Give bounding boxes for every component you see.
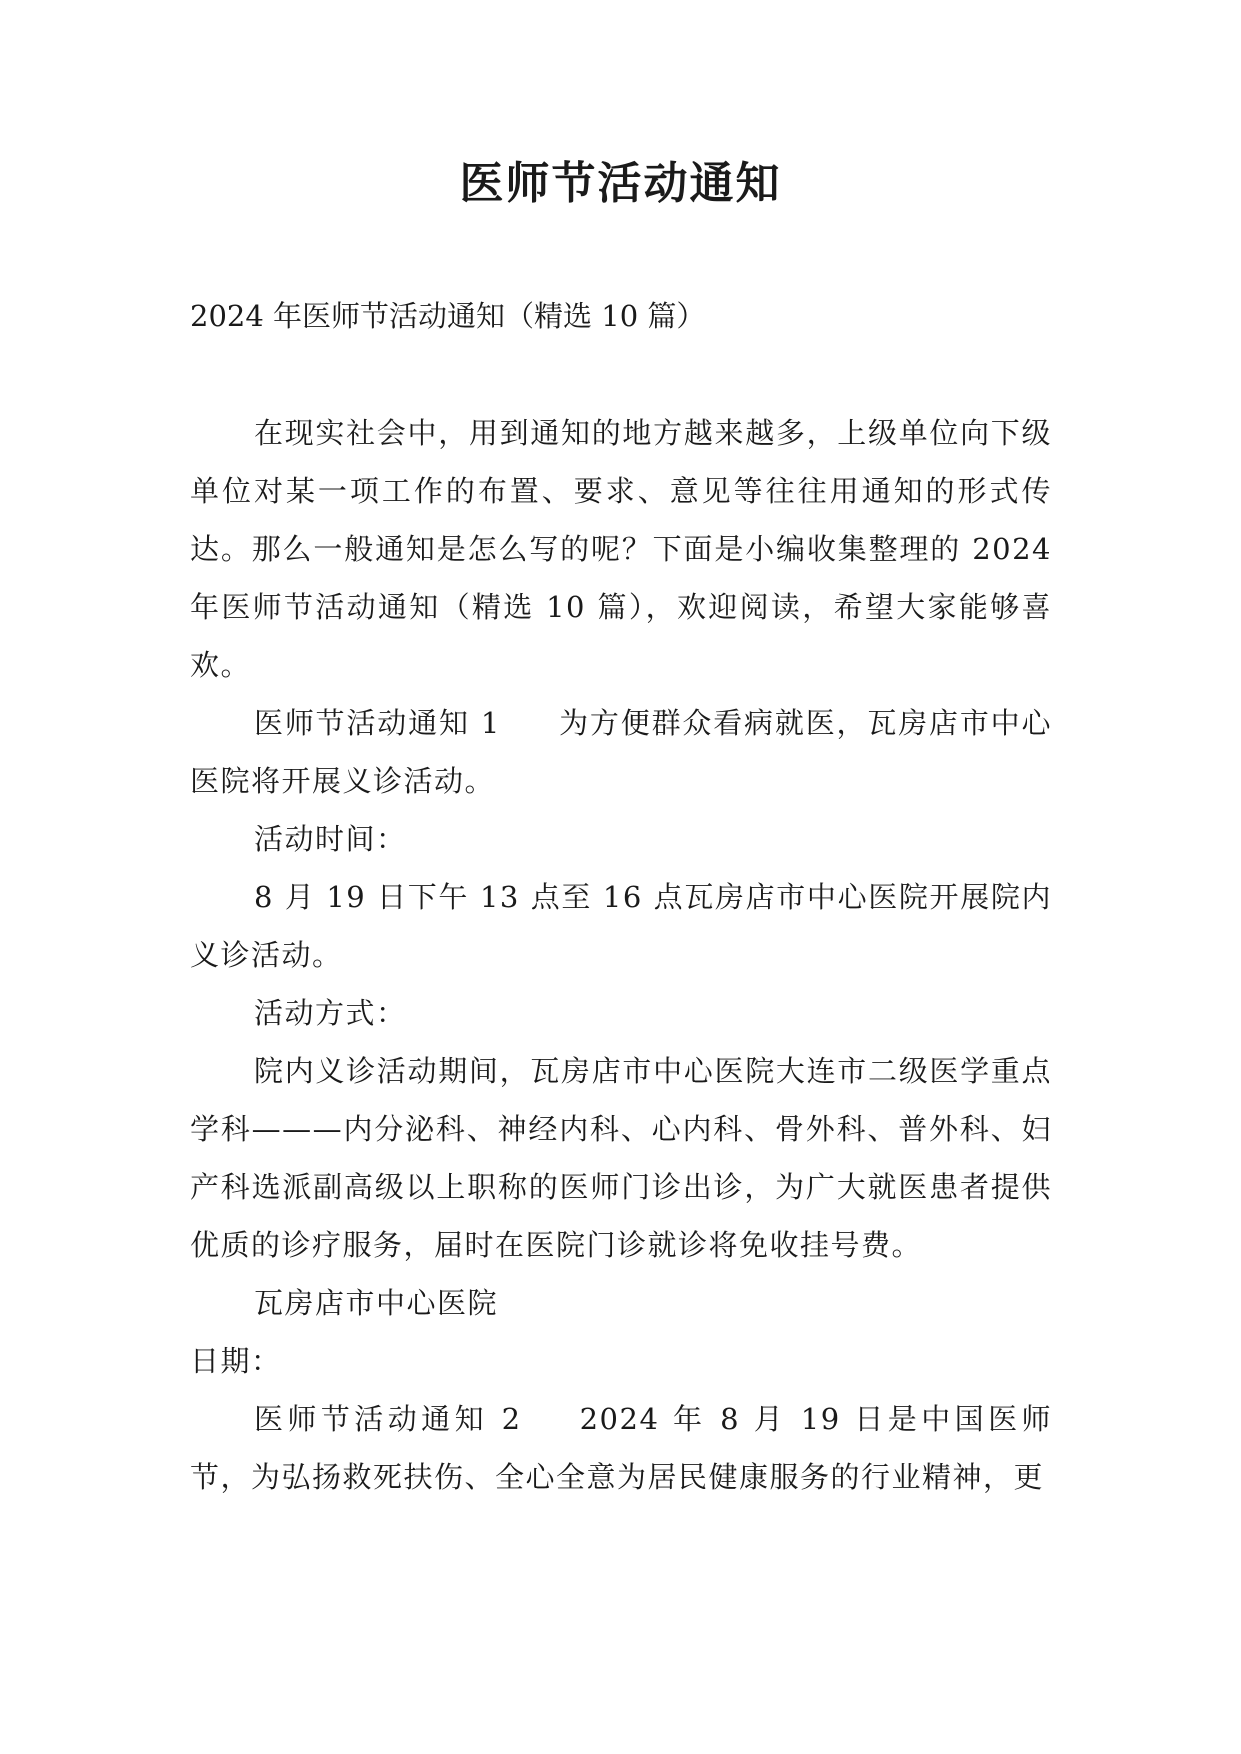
notice-1-time-label: 活动时间： bbox=[254, 822, 407, 856]
document-body bbox=[190, 404, 1052, 1506]
notice-1-method-text: 院内义诊活动期间，瓦房店市中心医院大连市二级医学重点学科———内分泌科、神经内科、心内科、骨外科、普外科、妇产科选派副高级以上职称的医师门诊出诊，为广大就医患者提供优质的诊疗服务，届时在医院门诊就诊将免收挂号费。 bbox=[190, 1054, 1052, 1262]
notice-2-lead: 2024 年 8 月 19 日是中国医师节，为弘扬救死扶伤、全心全意为居民健康服务的行业精神，更 bbox=[190, 1402, 1053, 1494]
notice-1-signature: 瓦房店市中心医院 bbox=[254, 1286, 499, 1320]
notice-2-heading: 医师节活动通知 2 bbox=[254, 1402, 522, 1436]
notice-1-heading: 医师节活动通知 1 bbox=[254, 706, 501, 740]
notice-1-method-label: 活动方式： bbox=[254, 996, 407, 1030]
intro-paragraph: 在现实社会中，用到通知的地方越来越多，上级单位向下级单位对某一项工作的布置、要求、意见等往往用通知的形式传达。那么一般通知是怎么写的呢？下面是小编收集整理的 2024 年医师节活动通知（精选 10 篇），欢迎阅读，希望大家能够喜欢。 bbox=[190, 416, 1052, 682]
notice-1-time-text: 8 月 19 日下午 13 点至 16 点瓦房店市中心医院开展院内义诊活动。 bbox=[190, 880, 1052, 972]
notice-1-lead: 为方便群众看病就医，瓦房店市中心医院将开展义诊活动。 bbox=[190, 706, 1052, 798]
notice-1-date-label: 日期： bbox=[190, 1344, 282, 1378]
notice-1-paragraph bbox=[190, 694, 1052, 810]
document-title: 医师节活动通知 bbox=[459, 158, 782, 209]
notice-2-paragraph bbox=[190, 1390, 1052, 1506]
document-subtitle: 2024 年医师节活动通知（精选 10 篇） bbox=[190, 299, 706, 333]
